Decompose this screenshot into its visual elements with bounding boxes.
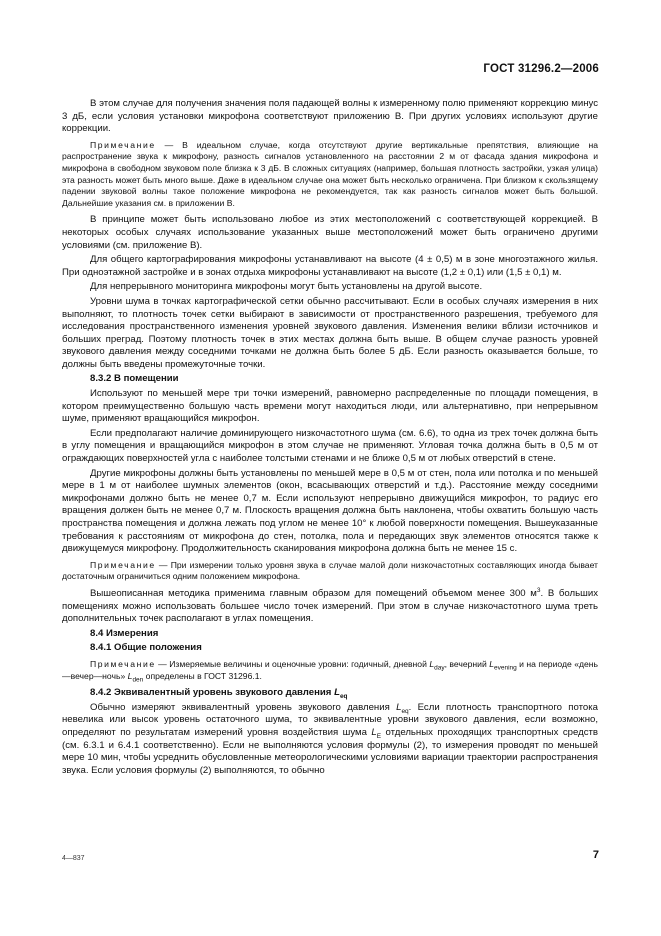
text-run: и на периоде «день—вечер—ночь»: [62, 658, 598, 681]
symbol: L: [429, 658, 435, 669]
subscript: E: [376, 732, 382, 740]
section-heading: 8.3.2 В помещении: [90, 373, 179, 385]
paragraph: Для непрерывного мониторинга микрофоны могут быть установлены на другой высоте.: [90, 281, 483, 293]
text-run: . Если плотность транспортного потока невелика или высок уровень остаточного шума, то эквивалентные уровни звукового давления, если возможно, определяют по результатам измерений уровня воздействия шума: [62, 701, 598, 738]
footer-print-code: 4—837: [62, 855, 85, 862]
document-body: [62, 98, 598, 779]
text-run: — Измеряемые величины и оценочные уровни: годичный, дневной: [155, 658, 430, 669]
paragraph: Уровни шума в точках картографической сетки обычно рассчитывают. Если в особых случаях измерения в них выполняют, то плотность точек сетки выбирают в зависимости от пространственного разрешения, требуемого для исследования пространственного изменения уровней звукового давления. Изменения велики вблизи источников и больших преград. Поэтому плотность точек в этих местах должна быть выше. В общем случае разность уровней звукового давления между соседними точками не должна быть более 5 дБ. Если разность оказывается больше, то должны быть введены промежуточные точки.: [62, 295, 598, 370]
text-run: , вечерний: [444, 658, 490, 669]
page-number: 7: [592, 849, 599, 861]
paragraph: [62, 702, 598, 778]
section-heading: 8.4.1 Общие положения: [90, 642, 202, 654]
note: [62, 140, 598, 210]
symbol: L: [371, 726, 377, 738]
superscript: 3: [536, 586, 541, 594]
paragraph: Если предполагают наличие доминирующего низкочастотного шума (см. 6.6), то одна из трех точек должна быть в углу помещения и вращающийся микрофон в этом случае не применяют. Угловая точка должна быть в 0,5 м от ограждающих поверхностей угла с наиболее толстыми стенами и не ближе 0,5 м от любых отверстий в стене.: [62, 427, 598, 465]
document-header: ГОСТ 31296.2—2006: [483, 63, 599, 75]
subscript: evening: [493, 664, 517, 672]
text-run: отдельных проходящих транспортных средств (см. 6.3.1 и 6.4.1 соответственно). Если не выполняются условия формулы (2), то измерения проводят по меньшей мере 10 мин, чтобы усреднить обусловленные метеорологическими условиями вариации траектории распространения звука. Если условия формулы (2) выполняются, то обычно: [62, 726, 598, 776]
section-heading: [62, 687, 598, 700]
subscript: day: [434, 664, 445, 672]
note-label: Примечание: [90, 559, 156, 570]
note-label: Примечание: [90, 658, 156, 669]
note-text: — При измерении только уровня звука в случае малой доли низкочастотных составляющих иногда бывает достаточным ограничиться одним положением микрофона.: [62, 559, 598, 582]
text-run: Вышеописанная методика применима главным образом для помещений объемом менее 300 м: [90, 587, 537, 599]
paragraph: [62, 588, 598, 626]
note: [62, 560, 598, 583]
symbol: L: [127, 670, 133, 681]
text-run: определены в ГОСТ 31296.1.: [143, 670, 262, 681]
paragraph: В этом случае для получения значения поля падающей волны к измеренному полю применяют коррекцию минус 3 дБ, если условия установки микрофона соответствуют приложению В. При других условиях используют другие коррекции.: [62, 98, 598, 135]
paragraph: Для общего картографирования микрофоны устанавливают на высоте (4 ± 0,5) м в зоне многоэтажного жилья. При одноэтажной застройке и в зонах отдыха микрофоны устанавливают на высоте (1,2 ± 0,1) или (1,5 ± 0,1) м.: [62, 254, 598, 278]
text-run: Обычно измеряют эквивалентный уровень звукового давления: [90, 701, 397, 713]
note-label: Примечание: [90, 139, 156, 150]
subscript: den: [132, 676, 144, 684]
paragraph: В принципе может быть использовано любое из этих местоположений с соответствующей коррекцией. В некоторых особых случаях использование указанных выше местоположений может быть ограничено другими условиями (см. приложение В).: [62, 214, 598, 251]
symbol: L: [489, 658, 494, 669]
paragraph: Используют по меньшей мере три точки измерений, равномерно распределенные по площади помещения, в котором преимущественно большую часть времени могут находиться люди, или альтернативно, при непрерывном шуме, применяют вращающийся микрофон.: [62, 388, 598, 425]
subscript: eq: [401, 707, 409, 715]
note-text: — В идеальном случае, когда отсутствуют другие вертикальные препятствия, влияющие на распространение звука к микрофону, разность сигналов установленного на расстоянии 2 м от фасада здания микрофона и микрофона в свободном звуковом поле близка к 3 дБ. В сложных ситуациях (например, большая плотность застройки, узкая улица) эта разность может быть много выше. Даже в идеальном случае она может быть несколько ограничена. При близком к скользящему падении звуковой волны такое положение микрофона не рекомендуется, так как разность сигналов может быть большой. Дальнейшие указания см. в приложении В.: [62, 139, 598, 208]
paragraph: Другие микрофоны должны быть установлены по меньшей мере в 0,5 м от стен, пола или потолка и по меньшей мере в 1 м от наиболее шумных элементов (окон, всасывающих отверстий и т.д.). Расстояние между соседними микрофонами должно быть не менее 0,7 м. Если используют непрерывно движущийся микрофон, то радиус его вращения должен быть не менее 0,7 м. Плоскость вращения должна быть наклонена, чтобы охватить большую часть пространства помещения и должна лежать под углом не менее 10° к любой поверхности помещения. Вышеуказанные требования к расстояниям от микрофона до стен, потолка, пола и передающих звук элементов относятся также к движущемуся микрофону. Продолжительность сканирования микрофона должна быть не менее 15 с.: [62, 467, 598, 555]
symbol: L: [396, 701, 402, 713]
note: [62, 659, 598, 682]
symbol: L: [334, 687, 340, 699]
section-heading: 8.4 Измерения: [90, 627, 159, 639]
subscript: eq: [339, 693, 348, 701]
text-run: . В больших помещениях можно использовать большее число точек измерений. При этом в случае низкочастотного шума треть дополнительных точек располагают в углах помещения.: [62, 587, 598, 625]
text-run: 8.4.2 Эквивалентный уровень звукового давления: [90, 687, 335, 699]
